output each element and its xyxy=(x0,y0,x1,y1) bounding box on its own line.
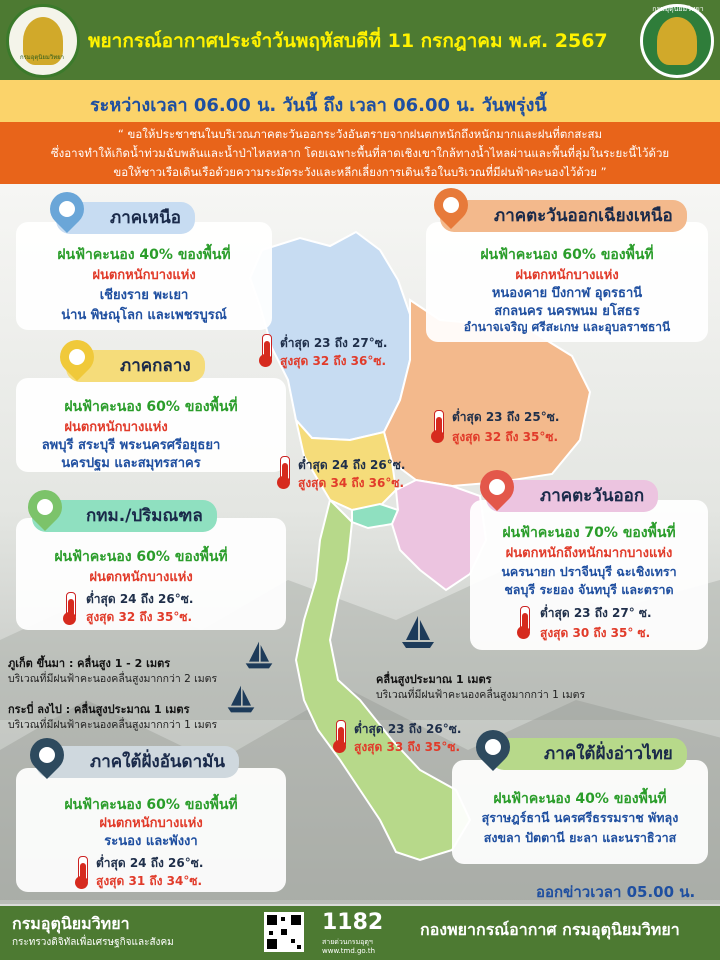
east-rain: ฝนฟ้าคะนอง 70% ของพื้นที่ xyxy=(502,525,676,541)
thermometer-icon xyxy=(336,720,346,748)
bangkok-heavy: ฝนตกหนักบางแห่ง xyxy=(89,570,193,585)
north-area: น่าน พิษณุโลก และเพชรบูรณ์ xyxy=(61,308,227,323)
region-title-south-gulf: ภาคใต้ฝั่งอ่าวไทย xyxy=(490,738,687,770)
central-area: ลพบุรี สระบุรี พระนครศรีอยุธยา xyxy=(41,438,221,453)
region-title-south-andaman: ภาคใต้ฝั่งอันดามัน xyxy=(36,746,239,778)
boat-icon xyxy=(400,614,436,650)
bangkok-temp-min: ต่ำสุด 24 ถึง 26°ซ. xyxy=(86,592,194,606)
issued-time: ออกข่าวเวลา 05.00 น. xyxy=(536,883,696,901)
region-title-east: ภาคตะวันออก xyxy=(486,480,658,512)
central-temp-max: สูงสุด 34 ถึง 36°ซ. xyxy=(298,476,405,490)
logo-left-caption: กรมอุตุนิยมวิทยา xyxy=(19,54,65,61)
forecast-period: ระหว่างเวลา 06.00 น. วันนี้ ถึง เวลา 06.00 น. วันพรุ่งนี้ xyxy=(90,95,547,116)
south-gulf-temp-min: ต่ำสุด 23 ถึง 26°ซ. xyxy=(354,722,462,736)
sea-krabi-title: กระบี่ ลงไป : คลื่นสูงประมาณ 1 เมตร xyxy=(8,703,190,716)
logo-right-caption: กรมอุตุนิยมวิทยา xyxy=(652,5,704,13)
thermometer-icon xyxy=(434,410,444,438)
south-andaman-heavy: ฝนตกหนักบางแห่ง xyxy=(99,816,203,831)
sea-gulf-title: คลื่นสูงประมาณ 1 เมตร xyxy=(376,673,492,686)
footer-org: กรมอุตุนิยมวิทยา xyxy=(12,914,130,933)
boat-icon xyxy=(244,640,274,670)
sea-phuket-title: ภูเก็ต ขึ้นมา : คลื่นสูง 1 - 2 เมตร xyxy=(8,657,171,670)
region-title-central: ภาคกลาง xyxy=(66,350,205,382)
thermometer-icon xyxy=(78,856,88,884)
northeast-area: หนองคาย บึงกาฬ อุดรธานี xyxy=(491,286,643,301)
south-andaman-area: ระนอง และพังงา xyxy=(104,834,198,849)
north-temp-min: ต่ำสุด 23 ถึง 27°ซ. xyxy=(280,336,388,350)
warning-line: ซึ่งอาจทำให้เกิดน้ำท่วมฉับพลันและน้ำป่าไหลหลาก โดยเฉพาะพื้นที่ลาดเชิงเขาใกล้ทางน้ำไหลผ่านและพื้นที่ลุ่มในระยะนี้ไว้ด้วย xyxy=(50,146,670,160)
thermometer-icon xyxy=(280,456,290,484)
boat-icon xyxy=(226,684,256,714)
east-area: ชลบุรี ระยอง จันทบุรี และตราด xyxy=(504,582,674,597)
south-gulf-temp-max: สูงสุด 33 ถึง 35°ซ. xyxy=(354,740,461,754)
region-title-northeast: ภาคตะวันออกเฉียงเหนือ xyxy=(440,200,687,232)
website-link[interactable]: www.tmd.go.th xyxy=(322,947,375,955)
south-andaman-rain: ฝนฟ้าคะนอง 60% ของพื้นที่ xyxy=(64,797,238,813)
thermometer-icon xyxy=(66,592,76,620)
south-gulf-area: สงขลา ปัตตานี ยะลา และนราธิวาส xyxy=(483,830,677,845)
central-area: นครปฐม และสมุทรสาคร xyxy=(61,456,201,471)
north-temp-max: สูงสุด 32 ถึง 36°ซ. xyxy=(280,354,387,368)
qr-code-icon[interactable] xyxy=(264,912,304,952)
bangkok-rain: ฝนฟ้าคะนอง 60% ของพื้นที่ xyxy=(54,549,228,565)
east-temp-min: ต่ำสุด 23 ถึง 27° ซ. xyxy=(540,606,652,620)
south-andaman-temp-max: สูงสุด 31 ถึง 34°ซ. xyxy=(96,874,203,888)
east-temp-max: สูงสุด 30 ถึง 35° ซ. xyxy=(540,626,651,640)
northeast-area: อำนาจเจริญ ศรีสะเกษ และอุบลราชธานี xyxy=(463,320,671,334)
south-andaman-temp-min: ต่ำสุด 24 ถึง 26°ซ. xyxy=(96,856,204,870)
sea-krabi-detail: บริเวณที่มีฝนฟ้าคะนองคลื่นสูงมากกว่า 1 เมตร xyxy=(8,719,218,731)
bangkok-temp-max: สูงสุด 32 ถึง 35°ซ. xyxy=(86,610,193,624)
thermometer-icon xyxy=(520,606,530,634)
hotline-number: 1182 xyxy=(322,910,384,935)
east-area: นครนายก ปราจีนบุรี ฉะเชิงเทรา xyxy=(501,564,677,579)
south-gulf-area: สุราษฎร์ธานี นครศรีธรรมราช พัทลุง xyxy=(481,810,679,825)
warning-line: ขอให้ชาวเรือเดินเรือด้วยความระมัดระวังและหลีกเลี่ยงการเดินเรือในบริเวณที่มีฝนฟ้าคะนองไว้ด้วย ” xyxy=(113,165,607,179)
thermometer-icon xyxy=(262,334,272,362)
footer-forecast-division: กองพยากรณ์อากาศ กรมอุตุนิยมวิทยา xyxy=(420,920,680,939)
north-rain: ฝนฟ้าคะนอง 40% ของพื้นที่ xyxy=(57,247,231,263)
central-rain: ฝนฟ้าคะนอง 60% ของพื้นที่ xyxy=(64,399,238,415)
south-gulf-rain: ฝนฟ้าคะนอง 40% ของพื้นที่ xyxy=(493,791,667,807)
region-title-bangkok: กทม./ปริมณฑล xyxy=(32,500,217,532)
northeast-temp-min: ต่ำสุด 23 ถึง 25°ซ. xyxy=(452,410,560,424)
page-title: พยากรณ์อากาศประจำวันพฤหัสบดีที่ 11 กรกฎาคม พ.ศ. 2567 xyxy=(88,30,608,52)
central-heavy: ฝนตกหนักบางแห่ง xyxy=(64,420,168,435)
north-area: เชียงราย พะเยา xyxy=(99,288,189,303)
east-heavy: ฝนตกหนักถึงหนักมากบางแห่ง xyxy=(505,546,673,561)
sea-gulf-detail: บริเวณที่มีฝนฟ้าคะนองคลื่นสูงมากกว่า 1 เมตร xyxy=(376,689,586,701)
hotline-caption: สายด่วนกรมอุตุฯ xyxy=(322,938,373,946)
north-heavy: ฝนตกหนักบางแห่ง xyxy=(92,268,196,283)
northeast-heavy: ฝนตกหนักบางแห่ง xyxy=(515,268,619,283)
region-title-north: ภาคเหนือ xyxy=(56,202,195,234)
sea-phuket-detail: บริเวณที่มีฝนฟ้าคะนองคลื่นสูงมากกว่า 2 เมตร xyxy=(8,673,218,685)
northeast-temp-max: สูงสุด 32 ถึง 35°ซ. xyxy=(452,430,559,444)
central-temp-min: ต่ำสุด 24 ถึง 26°ซ. xyxy=(298,458,406,472)
northeast-area: สกลนคร นครพนม ยโสธร xyxy=(494,304,640,319)
warning-line: “ ขอให้ประชาชนในบริเวณภาคตะวันออกระวังอันตรายจากฝนตกหนักถึงหนักมากและฝนที่ตกสะสม xyxy=(117,127,603,141)
footer-ministry: กระทรวงดิจิทัลเพื่อเศรษฐกิจและสังคม xyxy=(12,937,174,948)
northeast-rain: ฝนฟ้าคะนอง 60% ของพื้นที่ xyxy=(480,247,654,263)
